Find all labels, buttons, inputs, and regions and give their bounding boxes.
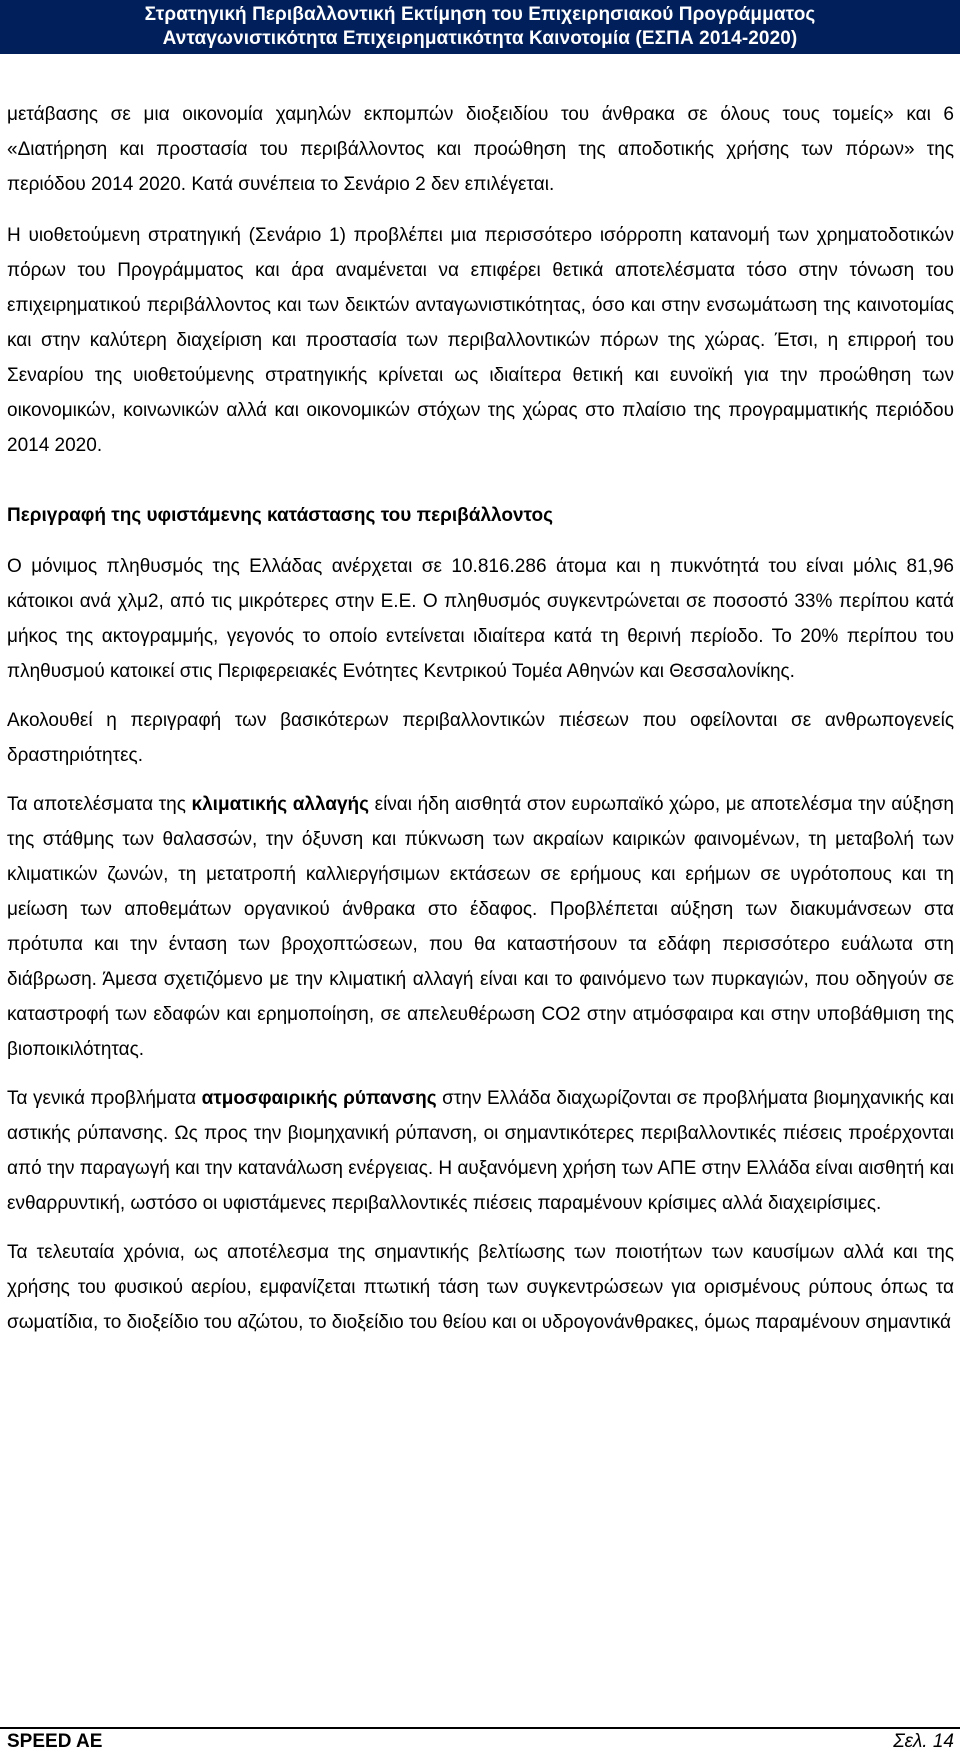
paragraph-scenario-1: Η υιοθετούμενη στρατηγική (Σενάριο 1) προβλέπει μια περισσότερο ισόρροπη κατανομή των χρηματοδοτικών πόρων του Προγράμματος και άρα αναμένεται να επιφέρει θετικά αποτελέσματα τόσο στην τόνωση του επιχειρηματικού περιβάλλοντος και των δεικτών ανταγωνιστικότητας, όσο και στην ενσωμάτωση της καινοτομίας και στην καλύτερη διαχείριση και προστασία των περιβαλλοντικών πόρων της χώρας. Έτσι, η επιρροή του Σεναρίου της υιοθετούμενης στρατηγικής κρίνεται ως ιδιαίτερα θετική και ευνοϊκή για την προώθηση των οικονομικών, κοινωνικών αλλά και οικονομικών στόχων της χώρας στο πλαίσιο της προγραμματικής περιόδου 2014 2020. — [7, 225, 954, 456]
paragraph-climate-change — [7, 787, 954, 1067]
document-header — [0, 0, 960, 54]
paragraph-recent-years: Τα τελευταία χρόνια, ως αποτέλεσμα της σημαντικής βελτίωσης των ποιοτήτων των καυσίμων αλλά και της χρήσης του φυσικού αερίου, εμφανίζεται πτωτική τάση των συγκεντρώσεων για ορισμένους ρύπους όπως τα σωματίδια, το διοξείδιο του αζώτου, το διοξείδιο του θείου και οι υδρογονάνθρακες, όμως παραμένουν σημαντικά — [7, 1242, 954, 1333]
climate-change-term: κλιματικής αλλαγής — [191, 794, 370, 815]
paragraph-pressures-intro: Ακολουθεί η περιγραφή των βασικότερων περιβαλλοντικών πιέσεων που οφείλονται σε ανθρωπογενείς δραστηριότητες. — [7, 710, 954, 766]
climate-text-pre: Τα αποτελέσματα της — [7, 794, 192, 815]
air-text-pre: Τα γενικά προβλήματα — [7, 1088, 202, 1109]
section-title: Περιγραφή της υφιστάμενης κατάστασης του περιβάλλοντος — [7, 505, 553, 526]
document-body — [7, 97, 954, 1340]
document-footer — [0, 1727, 960, 1755]
paragraph-air-pollution — [7, 1081, 954, 1221]
paragraph-population: Ο μόνιμος πληθυσμός της Ελλάδας ανέρχεται σε 10.816.286 άτομα και η πυκνότητά του είναι μόλις 81,96 κάτοικοι ανά χλμ2, από τις μικρότερες στην Ε.Ε. Ο πληθυσμός συγκεντρώνεται σε ποσοστό 33% περίπου κατά μήκος της ακτογραμμής, γεγονός το οποίο εντείνεται ιδιαίτερα κατά τη θερινή περίοδο. Το 20% περίπου του πληθυσμού κατοικεί στις Περιφερειακές Ενότητες Κεντρικού Τομέα Αθηνών και Θεσσαλονίκης. — [7, 556, 954, 682]
page-number: Σελ. 14 — [893, 1731, 954, 1752]
footer-company: SPEED AE — [7, 1731, 103, 1752]
climate-text-post: είναι ήδη αισθητά στον ευρωπαϊκό χώρο, με αποτελέσμα την αύξηση της στάθμης των θαλασσών, την όξυνση και πύκνωση των ακραίων καιρικών φαινομένων, τη μεταβολή των κλιματικών ζωνών, τη μετατροπή καλλιεργήσιμων εκτάσεων σε ερήμους και ερήμων σε υγρότοπους και τη μείωση των αποθεμάτων οργανικού άνθρακα στο έδαφος. Προβλέπεται αύξηση των διακυμάνσεων στα πρότυπα και την ένταση των βροχοπτώσεων, που θα καταστήσουν τα εδάφη περισσότερο ευάλωτα στη διάβρωση. Άμεσα σχετιζόμενο με την κλιματική αλλαγή είναι και το φαινόμενο των πυρκαγιών, που οδηγούν σε καταστροφή των εδαφών και ερημοποίηση, σε απελευθέρωση CO2 στην ατμόσφαιρα και στην υποβάθμιση της βιοποικιλότητας. — [7, 794, 954, 1060]
header-title-line2: Ανταγωνιστικότητα Επιχειρηματικότητα Καινοτομία (ΕΣΠΑ 2014-2020) — [162, 28, 798, 49]
air-pollution-term: ατμοσφαιρικής ρύπανσης — [201, 1088, 437, 1109]
paragraph-scenario-2: μετάβασης σε μια οικονομία χαμηλών εκπομπών διοξειδίου του άνθρακα σε όλους τους τομείς» και 6 «Διατήρηση και προστασία του περιβάλλοντος και προώθηση της αποδοτικής χρήσης των πόρων» της περιόδου 2014 2020. Κατά συνέπεια το Σενάριο 2 δεν επιλέγεται. — [7, 104, 954, 195]
air-text-post: στην Ελλάδα διαχωρίζονται σε προβλήματα βιομηχανικής και αστικής ρύπανσης. Ως προς την βιομηχανική ρύπανση, οι σημαντικότερες περιβαλλοντικές πιέσεις προέρχονται από την παραγωγή και την κατανάλωση ενέργειας. Η αυξανόμενη χρήση των ΑΠΕ στην Ελλάδα είναι αισθητή και ενθαρρυντική, ωστόσο οι υφιστάμενες περιβαλλοντικές πιέσεις παραμένουν κρίσιμες αλλά διαχειρίσιμες. — [7, 1088, 955, 1214]
header-title-line1: Στρατηγική Περιβαλλοντική Εκτίμηση του Επιχειρησιακού Προγράμματος — [144, 4, 816, 25]
